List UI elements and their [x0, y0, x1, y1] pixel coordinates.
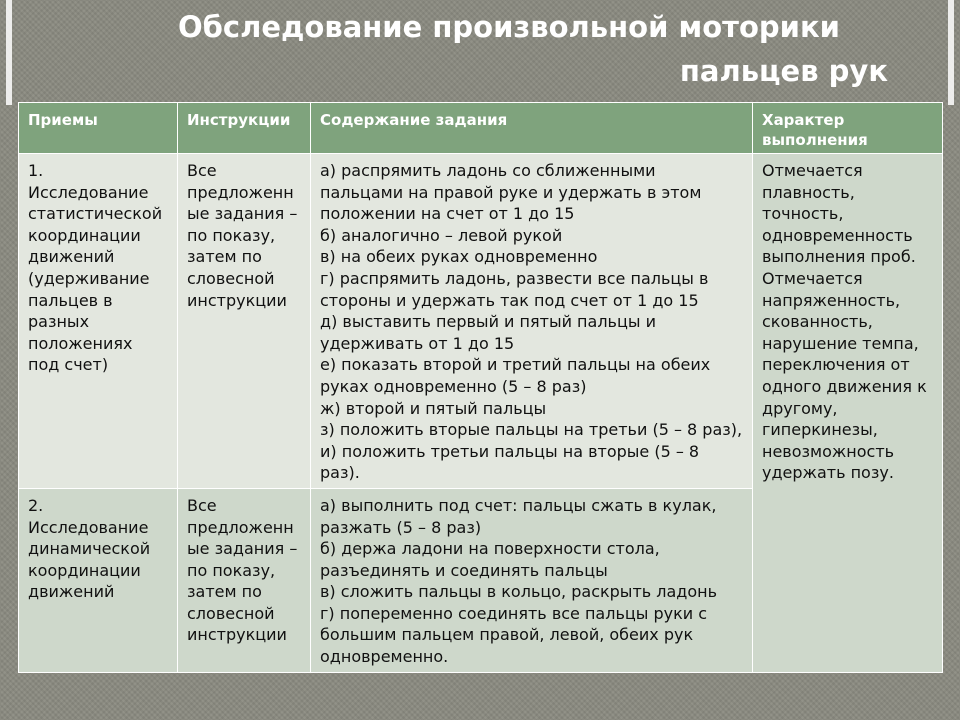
task-item: з) положить вторые пальцы на третьи (5 – 8 раз), и) положить третьи пальцы на вторые (5 – 8 раз). [320, 420, 743, 483]
task-item: г) распрямить ладонь, развести все пальцы в стороны и удержать так под счет от 1 до 15 [320, 268, 709, 310]
character-cell: Отмечается плавность, точность, одновременность выполнения проб. Отмечается напряженность, скованность, нарушение темпа, переключения от одного движения к другому, гиперкинезы, невозможность удержать позу. [753, 154, 943, 673]
method-cell [19, 488, 178, 672]
task-item: б) держа ладони на поверхности стола, разъединять и соединять пальцы [320, 539, 660, 580]
table-row [19, 154, 943, 489]
content-cell [311, 488, 753, 672]
method-number: 2. [28, 495, 44, 515]
method-text: Исследование динамической координации движений [28, 517, 151, 602]
column-header-character: Характер выполнения [753, 103, 943, 154]
left-accent-bar [6, 0, 12, 105]
task-item: б) аналогично – левой рукой [320, 225, 563, 245]
instruction-cell: Все предложенные задания – по показу, затем по словесной инструкции [178, 488, 311, 672]
table-header-row [19, 103, 943, 154]
column-header-methods: Приемы [19, 103, 178, 154]
task-item: ж) второй и пятый пальцы [320, 398, 547, 418]
task-item: а) выполнить под счет: пальцы сжать в кулак, разжать (5 – 8 раз) [320, 495, 717, 537]
motor-examination-table [18, 102, 943, 673]
column-header-instructions: Инструкции [178, 103, 311, 154]
task-item: в) на обеих руках одновременно [320, 247, 598, 267]
task-item: в) сложить пальцы в кольцо, раскрыть ладонь [320, 582, 718, 602]
method-cell [19, 154, 178, 489]
slide-title-line-1: Обследование произвольной моторики [178, 10, 840, 44]
method-number: 1. [28, 161, 44, 180]
instruction-cell: Все предложенные задания – по показу, затем по словесной инструкции [178, 154, 311, 489]
column-header-content: Содержание задания [311, 103, 753, 154]
slide-title [100, 5, 930, 93]
task-item: д) выставить первый и пятый пальцы и удерживать от 1 до 15 [320, 312, 656, 353]
task-item: а) распрямить ладонь со сближенными пальцами на правой руке и удержать в этом положении на счет от 1 до 15 [320, 161, 702, 224]
slide-title-line-2: пальцев рук [679, 54, 888, 88]
task-item: е) показать второй и третий пальцы на обеих руках одновременно (5 – 8 раз) [320, 355, 711, 396]
method-text: Исследование статистической координации движений (удерживание пальцев в разных положениях под счет) [28, 182, 163, 375]
task-item: г) попеременно соединять все пальцы руки с большим пальцем правой, левой, обеих рук одновременно. [320, 603, 708, 667]
right-accent-bar [948, 0, 954, 105]
content-cell [311, 154, 753, 489]
